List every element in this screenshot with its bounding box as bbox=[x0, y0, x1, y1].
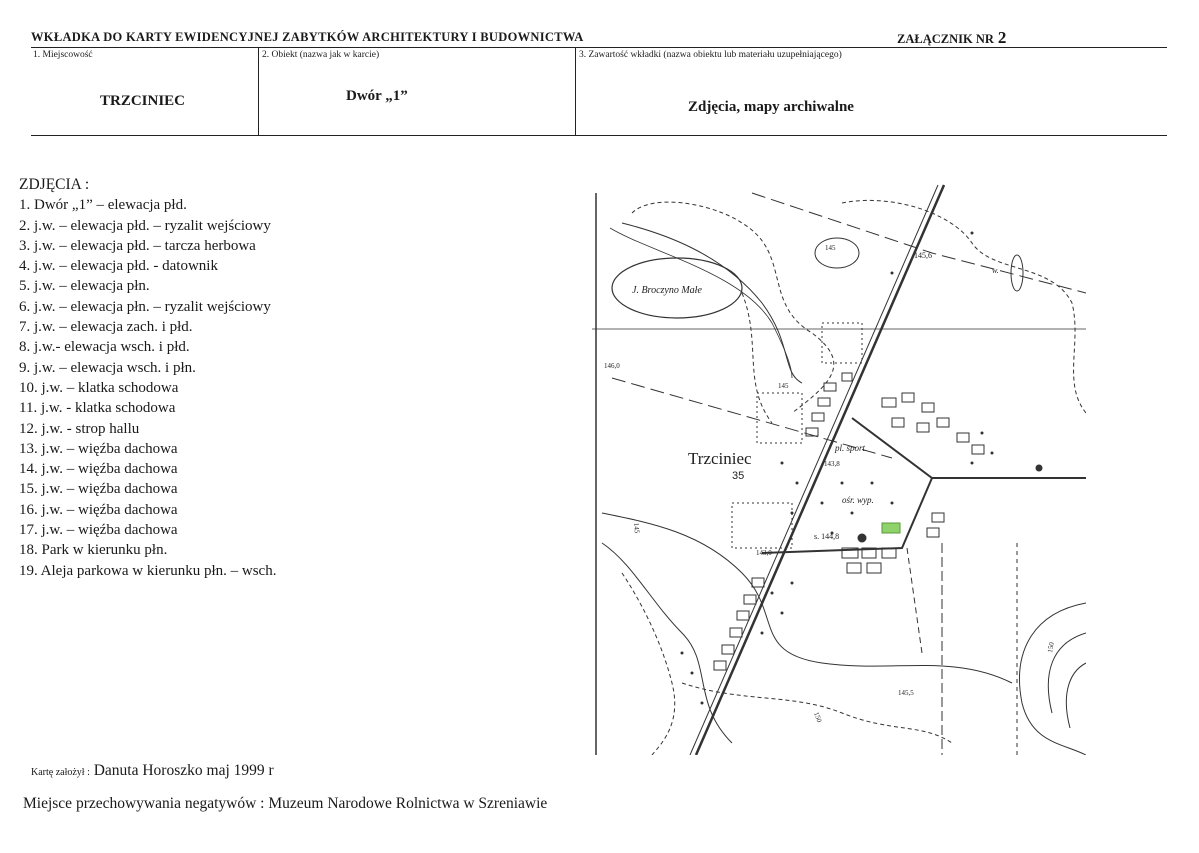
contour-label: 145 bbox=[778, 382, 789, 390]
buildings bbox=[714, 373, 984, 670]
photo-list-heading: ZDJĘCIA : bbox=[19, 176, 90, 193]
height-label: 143,8 bbox=[824, 460, 840, 468]
topographic-map bbox=[592, 183, 1086, 755]
resort-label: ośr. wyp. bbox=[842, 495, 874, 505]
height-label: s. 144,8 bbox=[814, 532, 840, 541]
content-value: Zdjęcia, mapy archiwalne bbox=[688, 99, 854, 115]
list-item: 13. j.w. – więźba dachowa bbox=[19, 440, 178, 457]
church-marker bbox=[858, 534, 866, 542]
map-labels bbox=[604, 244, 1056, 724]
side-road bbox=[852, 418, 1086, 478]
meadow-label: w. bbox=[992, 266, 999, 275]
locality-value: TRZCINIEC bbox=[100, 93, 186, 109]
contour bbox=[622, 573, 675, 755]
object-label: 2. Obiekt (nazwa jak w karcie) bbox=[262, 50, 380, 60]
author-line bbox=[31, 762, 274, 780]
annex-label-text: ZAŁĄCZNIK NR bbox=[897, 32, 994, 46]
pond bbox=[1011, 255, 1023, 291]
map-drawing bbox=[592, 183, 1086, 755]
contour bbox=[632, 202, 834, 413]
list-item: 19. Aleja parkowa w kierunku płn. – wsch. bbox=[19, 562, 277, 579]
marsh-edge bbox=[610, 228, 792, 378]
contour bbox=[1066, 663, 1086, 728]
annex-label bbox=[897, 28, 1006, 48]
list-item: 7. j.w. – elewacja zach. i płd. bbox=[19, 319, 193, 336]
author-label: Kartę założył : bbox=[31, 767, 90, 778]
list-item: 15. j.w. – więźba dachowa bbox=[19, 481, 178, 498]
form-title: WKŁADKA DO KARTY EWIDENCYJNEJ ZABYTKÓW ARCHITEKTURY I BUDOWNICTWA bbox=[31, 30, 584, 44]
contour bbox=[842, 200, 1086, 413]
point-marker bbox=[1036, 465, 1042, 471]
header-bottom-rule bbox=[31, 135, 1167, 136]
author-value: Danuta Horoszko maj 1999 r bbox=[93, 762, 274, 779]
dotted-area bbox=[757, 393, 802, 443]
contour-label: 150 bbox=[1046, 641, 1056, 654]
tree-dots bbox=[681, 232, 994, 705]
list-item: 8. j.w.- elewacja wsch. i płd. bbox=[19, 339, 190, 356]
manor-highlight bbox=[882, 523, 900, 533]
track bbox=[907, 548, 922, 653]
list-item: 10. j.w. – klatka schodowa bbox=[19, 379, 179, 396]
main-road-edge bbox=[690, 185, 938, 755]
list-item: 1. Dwór „1” – elewacja płd. bbox=[19, 197, 187, 214]
contour bbox=[742, 293, 772, 423]
list-item: 12. j.w. - strop hallu bbox=[19, 420, 140, 437]
header-top-rule bbox=[31, 47, 1167, 48]
list-item: 16. j.w. – więźba dachowa bbox=[19, 501, 178, 518]
contour bbox=[1020, 603, 1086, 755]
list-item: 18. Park w kierunku płn. bbox=[19, 542, 168, 559]
column-divider-1 bbox=[258, 47, 259, 136]
height-label: 145,5 bbox=[898, 689, 914, 697]
village-label: Trzciniec bbox=[688, 449, 752, 468]
annex-number: 2 bbox=[997, 28, 1007, 47]
contour-label: 145 bbox=[632, 522, 641, 534]
storage-value: Muzeum Narodowe Rolnictwa w Szreniawie bbox=[268, 795, 548, 812]
list-item: 6. j.w. – elewacja płn. – ryzalit wejściowy bbox=[19, 298, 271, 315]
height-label: 145,6 bbox=[914, 251, 932, 260]
list-item: 2. j.w. – elewacja płd. – ryzalit wejściowy bbox=[19, 217, 271, 234]
list-item: 3. j.w. – elewacja płd. – tarcza herbowa bbox=[19, 237, 256, 254]
column-divider-2 bbox=[575, 47, 576, 136]
height-label: 143,0 bbox=[756, 549, 772, 557]
storage-line bbox=[23, 795, 547, 813]
sport-ground-label: pl. sport. bbox=[835, 443, 868, 453]
list-item: 14. j.w. – więźba dachowa bbox=[19, 461, 178, 478]
list-item: 5. j.w. – elewacja płn. bbox=[19, 278, 150, 295]
locality-label: 1. Miejscowość bbox=[33, 50, 93, 60]
content-label: 3. Zawartość wkładki (nazwa obiektu lub materiału uzupełniającego) bbox=[579, 50, 842, 60]
village-number: 35 bbox=[732, 470, 745, 482]
storage-label: Miejsce przechowywania negatywów : bbox=[23, 795, 265, 812]
pond bbox=[815, 238, 859, 268]
photo-list bbox=[19, 175, 276, 581]
contour-label: 150 bbox=[812, 710, 824, 724]
contour bbox=[602, 513, 1012, 683]
object-value: Dwór „1” bbox=[346, 88, 408, 104]
contour-label: 145 bbox=[825, 244, 836, 252]
lake-label: J. Broczyno Małe bbox=[632, 285, 702, 296]
height-label: 146,0 bbox=[604, 362, 620, 370]
marsh-edge bbox=[622, 223, 802, 383]
list-item: 9. j.w. – elewacja wsch. i płn. bbox=[19, 359, 196, 376]
list-item: 17. j.w. – więźba dachowa bbox=[19, 522, 178, 539]
contour bbox=[602, 543, 732, 743]
list-item: 11. j.w. - klatka schodowa bbox=[19, 400, 176, 417]
list-item: 4. j.w. – elewacja płd. - datownik bbox=[19, 258, 218, 275]
